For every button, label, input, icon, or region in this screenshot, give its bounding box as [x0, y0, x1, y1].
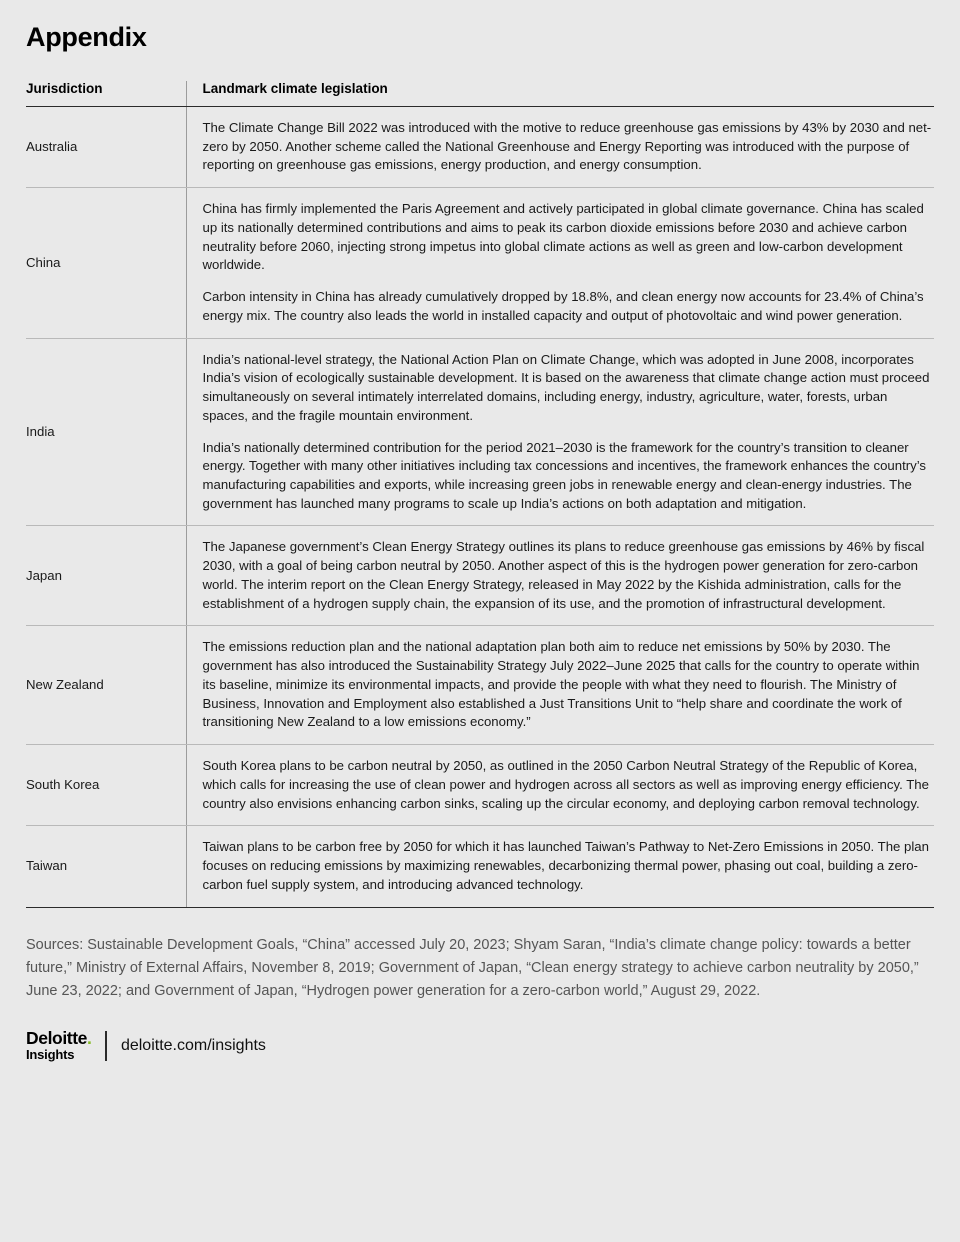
cell-jurisdiction: South Korea	[26, 745, 186, 826]
cell-jurisdiction: Taiwan	[26, 826, 186, 907]
table-row	[26, 107, 934, 188]
legislation-paragraph: China has firmly implemented the Paris Agreement and actively participated in global climate governance. China has scaled up its nationally determined contributions and aims to peak its carbon dioxide emissions before 2030 and achieve carbon neutrality before 2060, injecting strong impetus into global climate actions as well as green and low-carbon development worldwide.	[202, 201, 924, 273]
column-header-jurisdiction: Jurisdiction	[26, 81, 186, 107]
table-row	[26, 338, 934, 526]
table-row	[26, 188, 934, 338]
table-row	[26, 626, 934, 745]
footer-divider	[105, 1031, 107, 1061]
logo-text-insights: Insights	[26, 1046, 75, 1062]
cell-legislation	[186, 826, 934, 907]
cell-jurisdiction: China	[26, 188, 186, 338]
cell-jurisdiction: Australia	[26, 107, 186, 188]
sources-note: Sources: Sustainable Development Goals, “China” accessed July 20, 2023; Shyam Saran, “India’s climate change policy: towards a better future,” Ministry of External Affairs, November 8, 2019; Government of Japan, “Clean energy strategy to achieve carbon neutrality by 2050,” June 23, 2022; and Government of Japan, “Hydrogen power generation for a zero-carbon world,” August 29, 2022.	[26, 936, 919, 1000]
cell-legislation	[186, 526, 934, 626]
page-title: Appendix	[26, 22, 147, 52]
legislation-paragraph: Carbon intensity in China has already cumulatively dropped by 18.8%, and clean energy now accounts for 23.4% of China’s energy mix. The country also leads the world in installed capacity and output of photovoltaic and wind power generation.	[202, 289, 924, 323]
cell-legislation	[186, 745, 934, 826]
footer	[26, 1027, 934, 1083]
cell-jurisdiction: India	[26, 338, 186, 526]
footer-url[interactable]: deloitte.com/insights	[120, 1036, 266, 1054]
deloitte-insights-logo	[26, 1027, 92, 1062]
logo-green-dot: .	[86, 1027, 92, 1048]
cell-legislation	[186, 188, 934, 338]
cell-legislation	[186, 338, 934, 526]
appendix-table	[26, 81, 934, 908]
cell-jurisdiction: Japan	[26, 526, 186, 626]
column-header-legislation: Landmark climate legislation	[186, 81, 934, 107]
table-row	[26, 526, 934, 626]
cell-jurisdiction: New Zealand	[26, 626, 186, 745]
table-row	[26, 826, 934, 907]
logo-text-deloitte: Deloitte	[26, 1027, 87, 1048]
legislation-paragraph: India’s national-level strategy, the National Action Plan on Climate Change, which was adopted in June 2008, incorporates India’s vision of ecologically sustainable development. It is based on the awareness that climate change action must proceed simultaneously on several intimately interrelated domains, including energy, industry, agriculture, water, forests, urban spaces, and the fragile mountain environment.	[202, 351, 930, 423]
legislation-paragraph: The Climate Change Bill 2022 was introduced with the motive to reduce greenhouse gas emissions by 43% by 2030 and net-zero by 2050. Another scheme called the National Greenhouse and Energy Reporting was introduced with the purpose of reporting on greenhouse gas emissions, energy production, and energy consumption.	[202, 120, 932, 173]
legislation-paragraph: The Japanese government’s Clean Energy Strategy outlines its plans to reduce greenhouse gas emissions by 46% by fiscal 2030, with a goal of being carbon neutral by 2050. Another aspect of this is the hydrogen power generation for zero-carbon world. The interim report on the Clean Energy Strategy, released in May 2022 by the Kishida administration, calls for the establishment of a hydrogen supply chain, the expansion of its use, and the promotion of infrastructural development.	[202, 539, 925, 611]
table-row	[26, 745, 934, 826]
legislation-paragraph: South Korea plans to be carbon neutral by 2050, as outlined in the 2050 Carbon Neutral Strategy of the Republic of Korea, which calls for increasing the use of clean power and hydrogen across all sectors as well as improving energy efficiency. The country also envisions enhancing carbon sinks, scaling up the circular economy, and deploying carbon removal technology.	[202, 758, 929, 811]
table-header-row	[26, 81, 934, 107]
legislation-paragraph: Taiwan plans to be carbon free by 2050 for which it has launched Taiwan’s Pathway to Net-Zero Emissions in 2050. The plan focuses on reducing emissions by maximizing renewables, decarbonizing thermal power, phasing out coal, building a zero-carbon fuel supply system, and introducing advanced technology.	[202, 839, 929, 892]
logo-wordmark	[26, 1027, 92, 1048]
legislation-paragraph: The emissions reduction plan and the national adaptation plan both aim to reduce net emissions by 50% by 2030. The government has also introduced the Sustainability Strategy July 2022–June 2025 that calls for the country to operate within its baseline, minimize its environmental impacts, and provide the people with what they need to flourish. The Ministry of Business, Innovation and Employment also established a Just Transitions Unit to “help share and coordinate the work of transitioning New Zealand to a low emissions economy.”	[202, 639, 920, 730]
legislation-paragraph: India’s nationally determined contribution for the period 2021–2030 is the framework for the country’s transition to cleaner energy. Together with many other initiatives including tax concessions and incentives, the framework enhances the country’s manufacturing capabilities and exports, while increasing green jobs in renewable energy and clean-energy industries. The government has launched many programs to scale up India’s actions on both adaptation and mitigation.	[202, 439, 927, 511]
cell-legislation	[186, 107, 934, 188]
cell-legislation	[186, 626, 934, 745]
